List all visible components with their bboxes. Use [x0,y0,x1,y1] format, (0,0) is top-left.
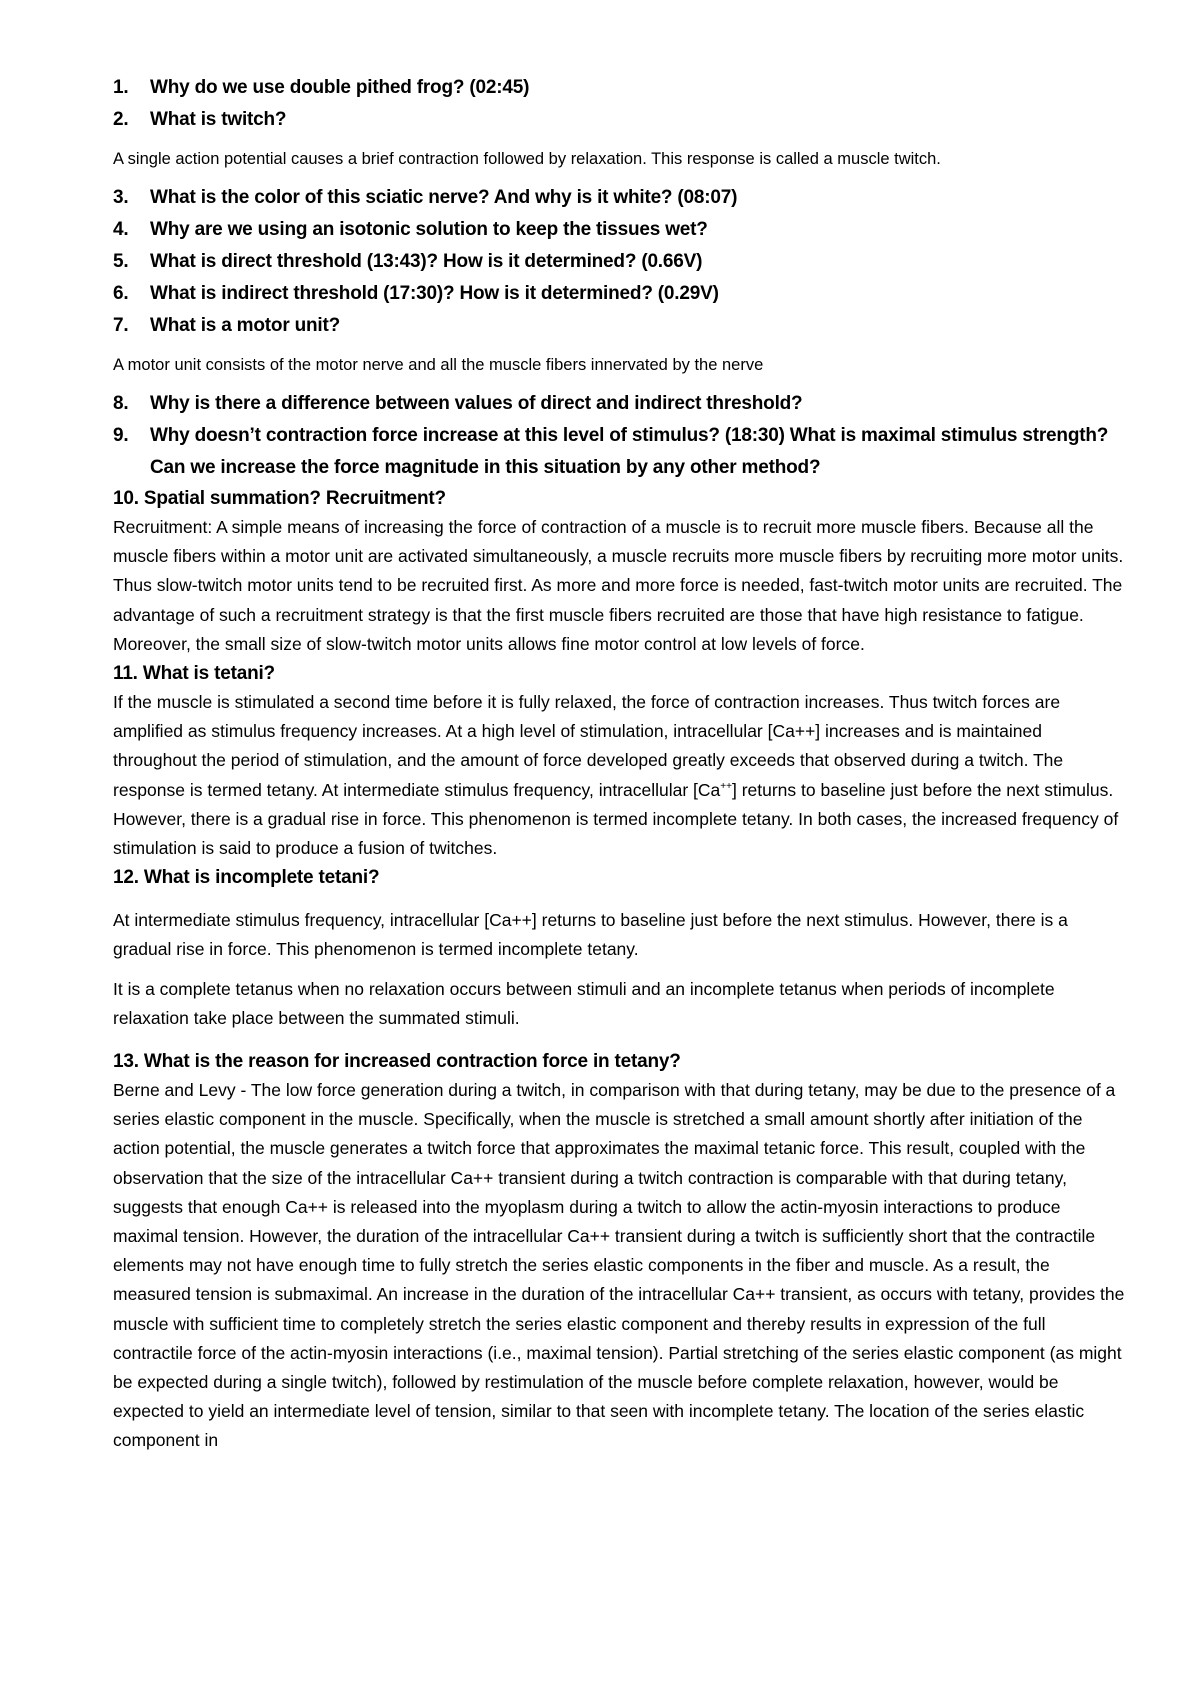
answer-11-superscript: ++ [720,780,732,792]
question-text: What is direct threshold (13:43)? How is it determined? (0.66V) [150,251,703,272]
question-number: 3. [113,187,129,208]
question-9 [113,420,1130,484]
question-number: 5. [113,251,129,272]
question-1 [113,72,1130,104]
answer-10: Recruitment: A simple means of increasing the force of contraction of a muscle is to recruit more muscle fibers. Because all the muscle fibers within a motor unit are activated simultaneously, a muscle recruits more muscle fibers by recruiting more motor units. Thus slow-twitch motor units tend to be recruited first. As more and more force is needed, fast-twitch motor units are recruited. The advantage of such a recruitment strategy is that the first muscle fibers recruited are those that have high resistance to fatigue. Moreover, the small size of slow-twitch motor units allows fine motor control at low levels of force. [113,517,1124,654]
question-5 [113,246,1130,278]
question-number: 6. [113,283,129,304]
question-number: 4. [113,219,129,240]
question-3 [113,182,1130,214]
question-text: Why is there a difference between values of direct and indirect threshold? [150,393,803,414]
question-12: 12. What is incomplete tetani? [113,867,380,889]
question-number: 9. [113,425,129,446]
answer-12-paragraph-2: It is a complete tetanus when no relaxation occurs between stimuli and an incomplete tetanus when periods of incomplete relaxation take place between the summated stimuli. [113,978,1055,1028]
question-10: 10. Spatial summation? Recruitment? [113,488,446,509]
question-text: Why do we use double pithed frog? (02:45) [150,77,530,98]
answer-11 [113,688,1130,863]
answer-11-part-1: If the muscle is stimulated a second time before it is fully relaxed, the force of contraction increases. Thus twitch forces are amplified as stimulus frequency increases. At a high level of stimulation, intracellular [Ca++] increases and is maintained throughout the period of stimulation, and the amount of force developed greatly exceeds that observed during a twitch. The response is termed tetany. At intermediate stimulus frequency, intracellular [Ca [113,692,1064,800]
answer-13-paragraph-2: measured tension is submaximal. An increase in the duration of the intracellular Ca++ transient, as occurs with tetany, provides the muscle with sufficient time to completely stretch the series elastic component and thereby results in expression of the full contractile force of the actin-myosin interactions (i.e., maximal tension). Partial stretching of the series elastic component (as might be expected during a single twitch), followed by restimulation of the muscle before complete relaxation, however, would be expected to yield an intermediate level of tension, similar to that seen with incomplete tetany. The location of the series elastic component in [113,1284,1125,1451]
answer-2: A single action potential causes a brief contraction followed by relaxation. This response is called a muscle twitch. [113,150,941,168]
question-text: What is twitch? [150,109,287,130]
answer-11-part-2: ] returns to baseline just before the next stimulus. However, there is a gradual rise in force. This phenomenon is termed incomplete tetany. In both cases, the increased frequency of stimulation is said to produce a fusion of twitches. [113,779,1119,859]
question-8 [113,388,1130,420]
question-number: 2. [113,109,129,130]
question-text: What is the color of this sciatic nerve? And why is it white? (08:07) [150,187,738,208]
question-2 [113,104,1130,136]
question-text: Why are we using an isotonic solution to keep the tissues wet? [150,219,708,240]
question-text: What is indirect threshold (17:30)? How is it determined? (0.29V) [150,283,719,304]
question-text: Why doesn’t contraction force increase at this level of stimulus? (18:30) What is maximal stimulus strength? Can we increase the force magnitude in this situation by any other method? [150,425,1109,478]
question-11: 11. What is tetani? [113,663,275,685]
question-7 [113,310,1130,342]
question-number: 8. [113,393,129,414]
answer-13-paragraph-1: Berne and Levy - The low force generation during a twitch, in comparison with that during tetany, may be due to the presence of a series elastic component in the muscle. Specifically, when the muscle is stretched a small amount shortly after initiation of the action potential, the muscle generates a twitch force that approximates the maximal tetanic force. This result, coupled with the observation that the size of the intracellular Ca++ transient during a twitch contraction is comparable with that during tetany, suggests that enough Ca++ is released into the myoplasm during a twitch to allow the actin-myosin interactions to produce maximal tension. However, the duration of the intracellular Ca++ transient during a twitch is sufficiently short that the contractile elements may not have enough time to fully stretch the series elastic components in the fiber and muscle. As a result, the [113,1080,1116,1276]
question-6 [113,278,1130,310]
question-4 [113,214,1130,246]
question-number: 1. [113,77,129,98]
question-number: 7. [113,315,129,336]
answer-12-paragraph-1: At intermediate stimulus frequency, intracellular [Ca++] returns to baseline just before the next stimulus. However, there is a gradual rise in force. This phenomenon is termed incomplete tetany. [113,910,1068,960]
question-text: What is a motor unit? [150,315,341,336]
question-13: 13. What is the reason for increased contraction force in tetany? [113,1051,681,1073]
answer-7: A motor unit consists of the motor nerve and all the muscle fibers innervated by the nerve [113,356,764,374]
